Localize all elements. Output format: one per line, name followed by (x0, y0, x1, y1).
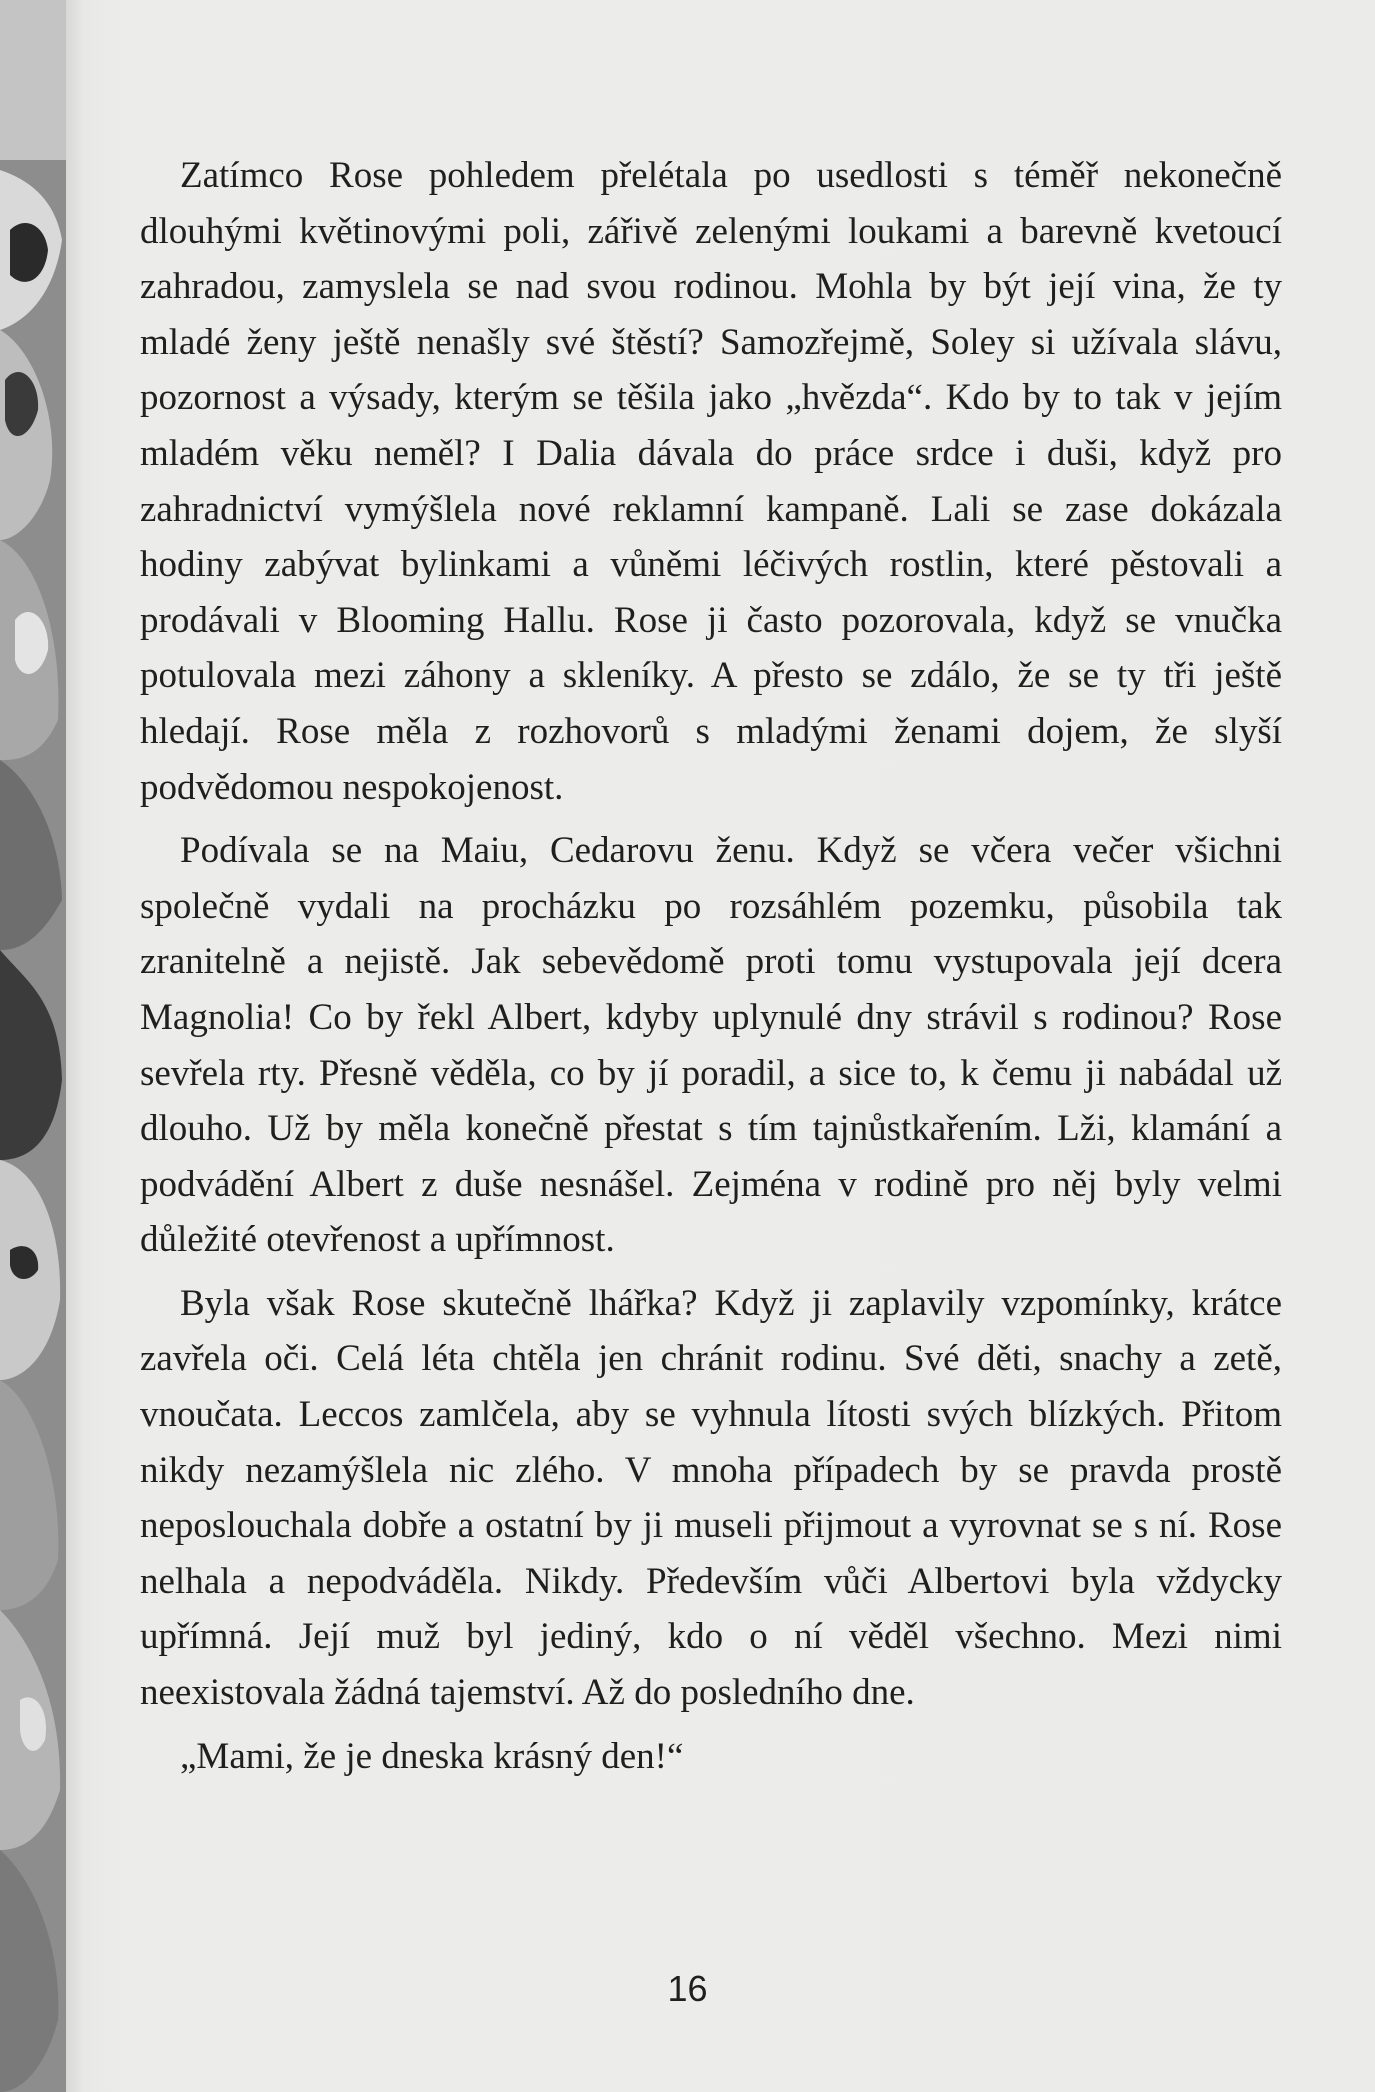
paragraph: Zatímco Rose pohledem přelétala po usedlosti s téměř nekonečně dlouhými květinovými poli, zářivě zelenými loukami a barevně kvetoucí zahradou, zamyslela se nad svou rodinou. Mohla by být její vina, že ty mladé ženy ještě nenašly své štěstí? Samozřejmě, Soley si užívala slávu, pozornost a výsady, kterým se těšila jako „hvězda“. Kdo by to tak v jejím mladém věku neměl? I Dalia dávala do práce srdce i duši, když pro zahradnictví vymýšlela nové reklamní kampaně. Lali se zase dokázala hodiny zabývat bylinkami a vůněmi léčivých rostlin, které pěstovali a prodávali v Blooming Hallu. Rose ji často pozorovala, když se vnučka potulovala mezi záhony a skleníky. A přesto se zdálo, že se ty tři ještě hledají. Rose měla z rozhovorů s mladými ženami dojem, že slyší podvědomou nespokojenost. (140, 155, 1282, 808)
cover-art-strip (0, 0, 70, 2092)
paragraph: Podívala se na Maiu, Cedarovu ženu. Když se včera večer všichni společně vydali na procházku po rozsáhlém pozemku, působila tak zranitelně a nejistě. Jak sebevědomě proti tomu vystupovala její dcera Magnolia! Co by řekl Albert, kdyby uplynulé dny strávil s rodinou? Rose sevřela rty. Přesně věděla, co by jí poradil, a sice to, k čemu ji nabádal už dlouho. Už by měla konečně přestat s tím tajnůstkařením. Lži, klamání a podvádění Albert z duše nesnášel. Zejména v rodině pro něj byly velmi důležité otevřenost a upřímnost. (140, 830, 1282, 1261)
body-text (140, 148, 1282, 1784)
dialogue-line: „Mami, že je dneska krásný den!“ (180, 1735, 684, 1777)
paragraph: Byla však Rose skutečně lhářka? Když ji zaplavily vzpomínky, krátce zavřela oči. Celá léta chtěla jen chránit rodinu. Své děti, snachy a zetě, vnoučata. Leccos zamlčela, aby se vyhnula lítosti svých blízkých. Přitom nikdy nezamýšlela nic zlého. V mnoha případech by se pravda prostě neposlouchala dobře a ostatní by ji museli přijmout a vyrovnat se s ní. Rose nelhala a nepodváděla. Nikdy. Především vůči Albertovi byla vždycky upřímná. Její muž byl jediný, kdo o ní věděl všechno. Mezi nimi neexistovala žádná tajemství. Až do posledního dne. (140, 1282, 1282, 1714)
page-number (0, 1968, 1375, 2010)
page-number-label: 16 (667, 1968, 708, 2009)
